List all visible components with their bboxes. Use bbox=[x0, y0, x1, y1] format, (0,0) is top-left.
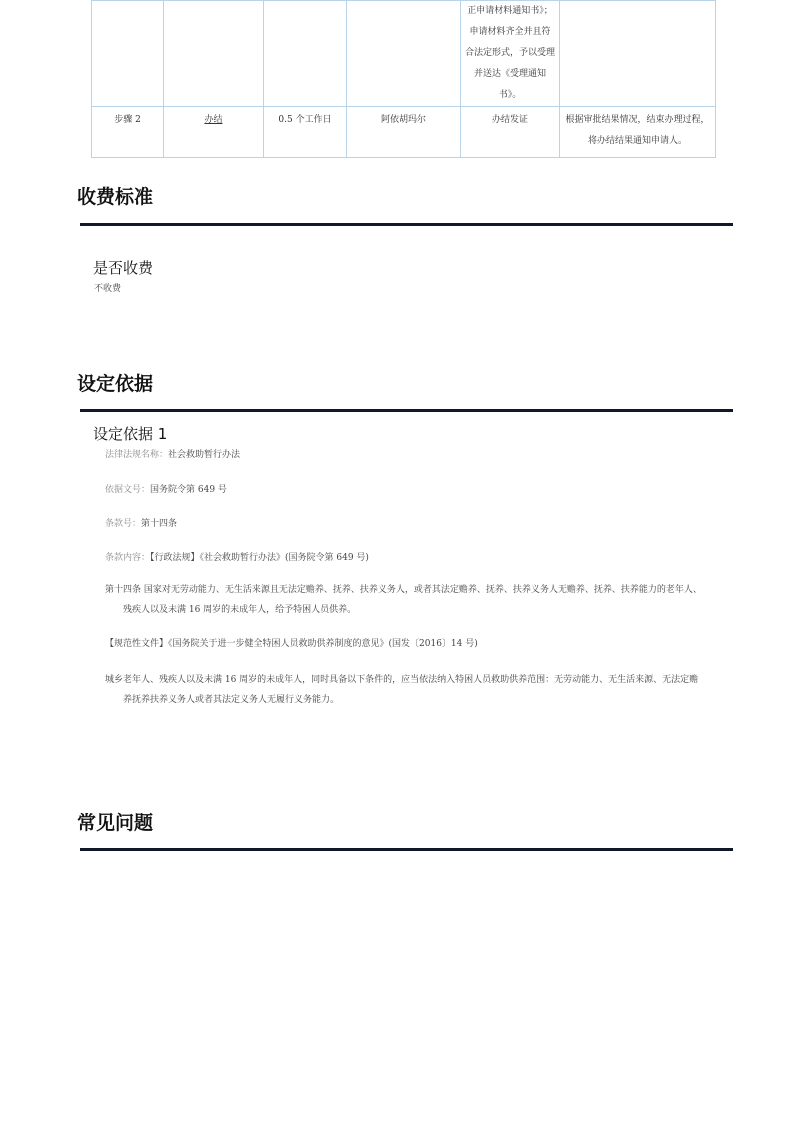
step-person: 阿依胡玛尔 bbox=[347, 107, 461, 158]
faq-section-title: 常见问题 bbox=[77, 812, 154, 834]
clause-content-value: 【行政法规】《社会救助暂行办法》(国务院令第 649 号) bbox=[150, 553, 369, 563]
section-divider bbox=[80, 848, 733, 851]
clause-content-row bbox=[105, 550, 369, 563]
article-14-line1: 第十四条 国家对无劳动能力、无生活来源且无法定赡养、抚养、扶养义务人，或者其法定赡养、抚养、扶养义务人无赡养、抚养、扶养能力的老年人、 bbox=[105, 585, 702, 595]
law-name-row bbox=[105, 447, 240, 460]
basis-subtitle: 设定依据 1 bbox=[93, 425, 168, 443]
article-14-line2: 残疾人以及未满 16 周岁的未成年人，给予特困人员供养。 bbox=[123, 605, 357, 615]
table-row bbox=[92, 107, 716, 158]
fee-section-title: 收费标准 bbox=[77, 186, 154, 208]
section-divider bbox=[80, 409, 733, 412]
law-name-label: 法律法规名称： bbox=[105, 450, 169, 460]
doc-number-label: 依据文号： bbox=[105, 485, 151, 495]
law-name-value: 社会救助暂行办法 bbox=[168, 450, 241, 460]
paragraph-line2: 养抚养扶养义务人或者其法定义务人无履行义务能力。 bbox=[123, 695, 340, 705]
clause-content-label: 条款内容： bbox=[105, 553, 151, 563]
normative-document: 【规范性文件】《国务院关于进一步健全特困人员救助供养制度的意见》(国发〔2016〕14 号) bbox=[105, 639, 478, 649]
clause-number-label: 条款号： bbox=[105, 519, 142, 529]
table-cell bbox=[164, 1, 264, 107]
table-cell bbox=[560, 1, 716, 107]
step-name-link[interactable]: 办结 bbox=[204, 115, 223, 125]
fee-subtitle: 是否收费 bbox=[93, 259, 154, 277]
fee-value: 不收费 bbox=[94, 284, 122, 294]
basis-section-title: 设定依据 bbox=[77, 373, 154, 395]
table-cell bbox=[164, 107, 264, 158]
clause-number-value: 第十四条 bbox=[141, 519, 178, 529]
paragraph-line1: 城乡老年人、残疾人以及未满 16 周岁的未成年人，同时具备以下条件的，应当依法纳入特困人员救助供养范围：无劳动能力、无生活来源、无法定赡 bbox=[105, 675, 699, 685]
doc-number-value: 国务院令第 649 号 bbox=[150, 485, 227, 495]
doc-number-row bbox=[105, 482, 227, 495]
table-row bbox=[92, 1, 716, 107]
clause-number-row bbox=[105, 516, 177, 529]
step-time: 0.5 个工作日 bbox=[264, 107, 347, 158]
section-divider bbox=[80, 223, 733, 226]
table-cell bbox=[347, 1, 461, 107]
step-action: 办结发证 bbox=[461, 107, 560, 158]
step-number: 步骤 2 bbox=[92, 107, 164, 158]
table-cell bbox=[92, 1, 164, 107]
table-cell bbox=[264, 1, 347, 107]
step-description: 根据审批结果情况，结束办理过程， 将办结结果通知申请人。 bbox=[560, 107, 716, 158]
step1-result-cell: 正申请材料通知书》； 申请材料齐全并且符 合法定形式，予以受理 并送达《受理通知 书》。 bbox=[461, 1, 560, 107]
steps-table bbox=[91, 0, 716, 158]
